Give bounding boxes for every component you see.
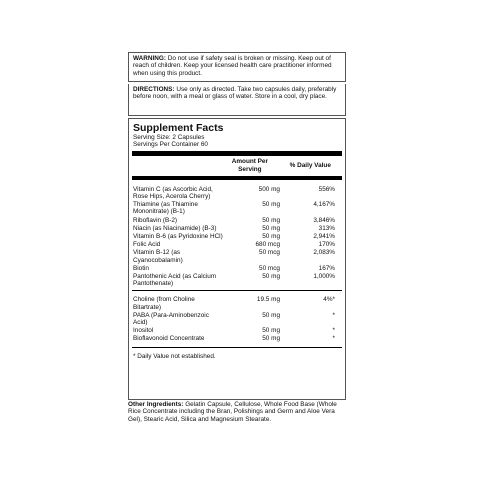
nutrient-daily-value: 167% xyxy=(318,264,335,272)
nutrient-amount: 50 mg xyxy=(262,224,280,232)
nutrient-daily-value: 4%* xyxy=(323,296,335,304)
nutrient-amount: 680 mcg xyxy=(255,241,280,249)
nutrient-row xyxy=(133,264,341,272)
nutrient-amount: 50 mg xyxy=(262,216,280,224)
nutrient-name: Vitamin C (as Ascorbic Acid, Rose Hips, Acerola Cherry) xyxy=(133,185,213,201)
other-ingredients-label: Other Ingredients: xyxy=(128,401,184,408)
nutrient-amount: 50 mcg xyxy=(259,264,280,272)
nutrient-row xyxy=(133,311,341,326)
nutrient-name: PABA (Para-Aminobenzoic Acid) xyxy=(133,311,209,327)
nutrient-daily-value: * xyxy=(332,335,335,343)
nutrient-daily-value: 556% xyxy=(318,185,335,193)
nutrient-name: Inositol xyxy=(133,327,154,335)
nutrient-amount: 500 mg xyxy=(258,185,280,193)
nutrient-daily-value: * xyxy=(332,311,335,319)
nutrient-row xyxy=(133,224,341,232)
nutrient-name: Biotin xyxy=(133,264,149,272)
nutrient-amount: 50 mg xyxy=(262,311,280,319)
nutrient-name: Vitamin B-6 (as Pyridoxine HCl) xyxy=(133,233,223,241)
nutrient-row xyxy=(133,240,341,248)
nutrient-row xyxy=(133,200,341,215)
nutrient-daily-value: 2,083% xyxy=(313,249,335,257)
thick-divider xyxy=(132,176,342,180)
thin-divider xyxy=(132,347,342,348)
warning-label: WARNING: xyxy=(133,55,167,62)
nutrient-amount: 50 mg xyxy=(262,327,280,335)
directions-box xyxy=(128,84,346,116)
serving-size: Serving Size: 2 Capsules xyxy=(133,134,205,141)
supplement-facts-title: Supplement Facts xyxy=(133,122,224,134)
facts-column-header xyxy=(133,156,341,176)
nutrient-daily-value: 313% xyxy=(318,224,335,232)
daily-value-header: % Daily Value xyxy=(289,162,331,170)
nutrient-name: Choline (from Choline Bitartrate) xyxy=(133,296,195,311)
nutrient-daily-value: 1,000% xyxy=(313,273,335,281)
nutrient-daily-value: 2,941% xyxy=(313,233,335,241)
nutrient-daily-value: 4,167% xyxy=(313,201,335,209)
nutrient-name: Folic Acid xyxy=(133,241,161,249)
daily-value-footnote: * Daily Value not established. xyxy=(133,352,216,360)
directions-label: DIRECTIONS: xyxy=(133,86,175,93)
nutrient-name: Pantothenic Acid (as Calcium Pantothenate) xyxy=(133,273,217,288)
nutrient-amount: 50 mg xyxy=(262,273,280,281)
nutrient-row xyxy=(133,295,341,310)
thin-divider xyxy=(132,290,342,291)
nutrient-name: Niacin (as Niacinamide) (B-3) xyxy=(133,224,217,232)
nutrient-row xyxy=(133,248,341,263)
amount-per-serving-header: Amount Per Serving xyxy=(231,158,268,173)
nutrient-row xyxy=(133,326,341,334)
nutrient-amount: 50 mcg xyxy=(259,249,280,257)
other-ingredients xyxy=(128,401,346,423)
nutrient-name: Bioflavonoid Concentrate xyxy=(133,335,205,343)
nutrient-amount: 19.5 mg xyxy=(256,296,280,304)
servings-per-container: Servings Per Container 60 xyxy=(133,141,208,149)
nutrient-row xyxy=(133,334,341,342)
nutrient-table-secondary xyxy=(133,295,341,342)
nutrient-name: Vitamin B-12 (as Cyanocobalamin) xyxy=(133,249,183,264)
directions-text: Use only as directed. Take two capsules daily, preferably before noon, with a meal or glass of water. Store in a cool, dry place. xyxy=(133,86,337,101)
nutrient-daily-value: 170% xyxy=(318,241,335,249)
nutrient-row xyxy=(133,232,341,240)
nutrient-daily-value: * xyxy=(332,327,335,335)
nutrient-name: Thiamine (as Thiamine Mononitrate) (B-1) xyxy=(133,201,198,216)
nutrient-amount: 50 mg xyxy=(262,233,280,241)
nutrient-row xyxy=(133,272,341,287)
warning-text: Do not use if safety seal is broken or missing. Keep out of reach of children. Keep your licensed health care practitioner informed when using this product. xyxy=(133,55,332,77)
nutrient-amount: 50 mg xyxy=(262,335,280,343)
nutrient-row xyxy=(133,185,341,200)
nutrient-daily-value: 3,846% xyxy=(313,216,335,224)
nutrient-name: Riboflavin (B-2) xyxy=(133,216,178,224)
nutrient-amount: 50 mg xyxy=(262,201,280,209)
nutrient-table xyxy=(133,185,341,288)
warning-box xyxy=(128,52,346,82)
nutrient-row xyxy=(133,216,341,224)
supplement-facts-panel xyxy=(128,118,346,400)
other-ingredients-text: Gelatin Capsule, Cellulose, Whole Food Base (Whole Rice Concentrate including the Bran, Polishings and Germ and Aloe Vera Gel), Stearic Acid, Silica and Magnesium Stearate. xyxy=(128,401,337,423)
